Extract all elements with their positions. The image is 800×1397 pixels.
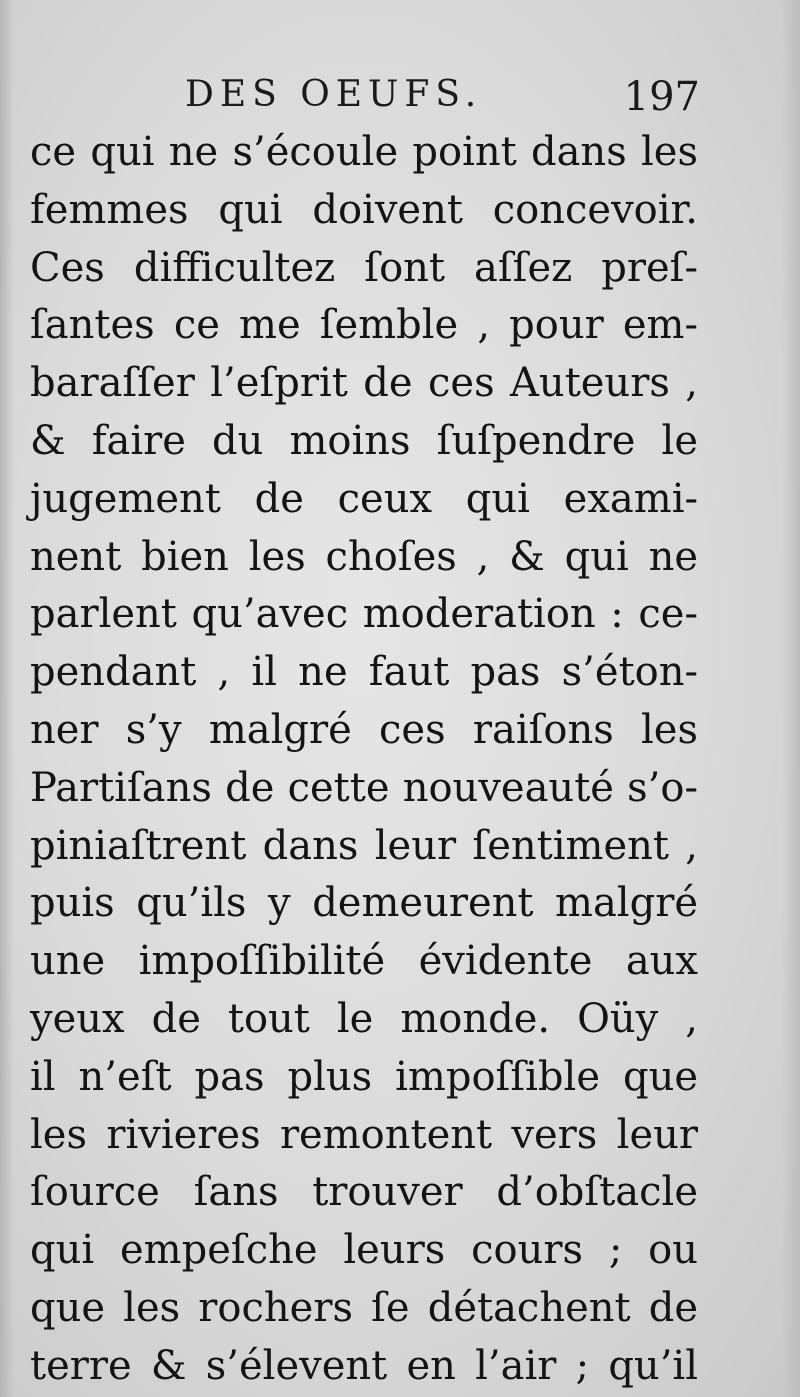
text-line: Partiſans de cette nouveauté s’o- [30, 764, 698, 811]
text-line: les rivieres remontent vers leur [30, 1111, 698, 1158]
text-line: terre & s’élevent en l’air ; qu’il [30, 1342, 698, 1389]
text-line: jugement de ceux qui exami- [30, 475, 698, 522]
text-line: puis qu’ils y demeurent malgré [30, 880, 698, 927]
text-line: ſantes ce me ſemble , pour em- [30, 302, 698, 349]
text-line: ce qui ne s’écoule point dans les [30, 129, 698, 175]
text-line: nent bien les choſes , & qui ne [30, 533, 698, 580]
text-line: que les rochers ſe détachent de [30, 1284, 698, 1331]
running-title: DES OEUFS. [185, 74, 483, 115]
text-line: pendant , il ne faut pas s’éton- [30, 649, 698, 696]
text-line: parlent qu’avec moderation : ce- [30, 591, 698, 638]
text-line: ſource ſans trouver d’obſtacle [30, 1169, 698, 1216]
text-line: Ces difficultez ſont aſſez preſ- [30, 244, 698, 291]
text-line: qui empeſche leurs cours ; ou [30, 1227, 698, 1274]
page-number: 197 [623, 74, 700, 120]
text-line: une impoſſibilité évidente aux [30, 938, 698, 985]
text-line: il n’eſt pas plus impoſſible que [30, 1053, 698, 1100]
body-text [30, 124, 698, 1396]
running-head [185, 74, 700, 124]
text-line: femmes qui doivent concevoir. [30, 186, 698, 233]
text-line: ner s’y malgré ces raiſons les [30, 706, 698, 753]
text-line: & faire du moins ſuſpendre le [30, 417, 698, 464]
text-line: piniaſtrent dans leur ſentiment , [30, 822, 698, 869]
text-line: baraſſer l’eſprit de ces Auteurs , [30, 360, 698, 407]
text-line: yeux de tout le monde. Oüy , [30, 995, 698, 1042]
